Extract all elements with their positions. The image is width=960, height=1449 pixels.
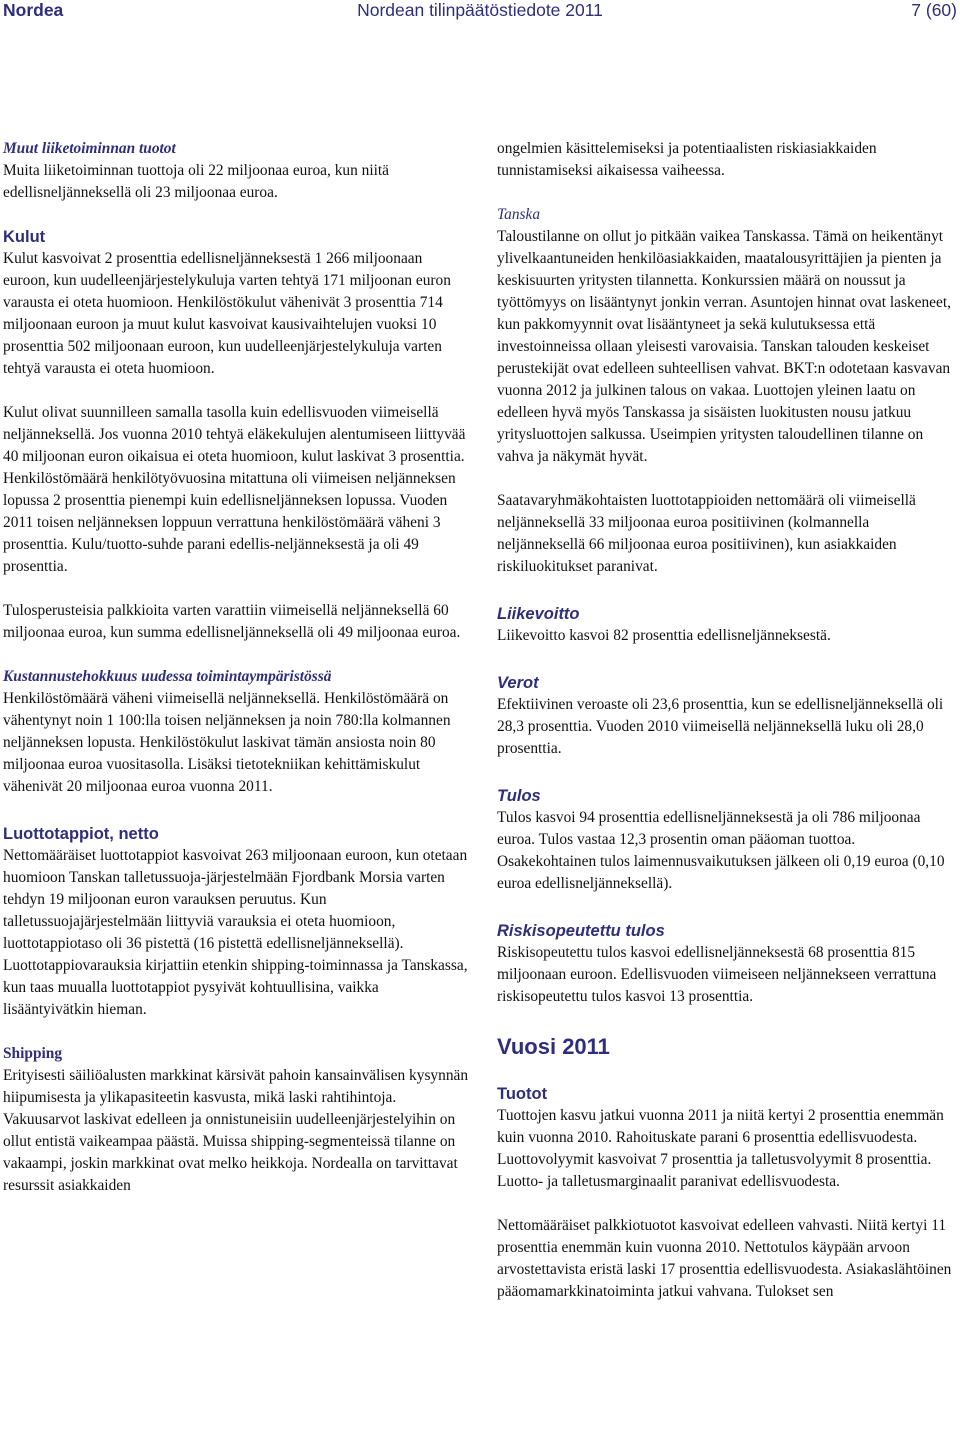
section-heading-kulut: Kulut — [3, 228, 46, 246]
header-document-title: Nordean tilinpäätöstiedote 2011 — [357, 0, 603, 20]
section-heading-tuotot: Tuotot — [497, 1085, 548, 1103]
paragraph-kulut-1: Kulut kasvoivat 2 prosenttia edellisneljänneksestä 1 266 miljoonaan euroon, kun uudelleenjärjestelykuluja varten tehtyä 171 miljoonan euron varausta ei oteta huomioon. Henkilöstökulut vähenivät 3 prosenttia 714 miljoonaan euroon ja muut kulut kasvoivat kausivaihtelujen vuoksi 10 prosenttia 502 miljoonaan euroon, kun uudelleenjärjestelykuluja varten tehtyä varausta ei oteta huomioon. — [3, 250, 451, 377]
right-column — [497, 138, 957, 1303]
section-heading-tanska: Tanska — [497, 206, 541, 223]
header-page-number: 7 (60) — [911, 0, 957, 20]
paragraph-palkkiotuotot: Nettomääräiset palkkiotuotot kasvoivat edelleen vahvasti. Niitä kertyi 11 prosenttia enemmän kuin vuonna 2010. Nettotulos käypään arvoon arvostettavista eristä laski 17 prosenttia edellisvuodesta. Asiakaslähtöinen pääomamarkkinatoiminta jatkui vahvana. Tulokset sen — [497, 1217, 952, 1300]
left-column — [3, 138, 471, 1197]
header-brand: Nordea — [3, 0, 64, 20]
paragraph-verot: Efektiivinen veroaste oli 23,6 prosenttia, kun se edellisneljänneksellä oli 28,3 prosenttia. Vuoden 2010 viimeisellä neljänneksellä luku oli 28,0 prosenttia. — [497, 696, 944, 757]
paragraph-liikevoitto: Liikevoitto kasvoi 82 prosenttia edellisneljänneksestä. — [497, 627, 831, 644]
section-heading-liikevoitto: Liikevoitto — [497, 605, 580, 623]
paragraph-tulos: Tulos kasvoi 94 prosenttia edellisneljänneksestä ja oli 786 miljoonaa euroa. Tulos vastaa 12,3 prosentin oman pääoman tuottoa. Osakekohtainen tulos laimennusvaikutuksen jälkeen oli 0,19 euroa (0,10 euroa edellisneljänneksellä). — [497, 809, 945, 892]
paragraph-tanska: Taloustilanne on ollut jo pitkään vaikea Tanskassa. Tämä on heikentänyt ylivelkaantuneiden henkilöasiakkaiden, maatalousyrittäjien ja pienten ja keskisuurten yritysten tilannetta. Konkurssien määrä on noussut ja työttömyys on lisääntynyt jonkin verran. Asuntojen hinnat ovat laskeneet, kun pakkomyynnit ovat lisääntyneet ja sekä kulutuksessa että investoinneissa ollaan yleisesti varovaisia. Tanskan talouden keskeiset perustekijät ovat edelleen suhteellisen vahvat. BKT:n odotetaan kasvavan vuonna 2012 ja julkinen talous on vakaa. Luottojen yleinen laatu on edelleen hyvä myös Tanskassa ja sisäisten luokitusten nousu jatkuu yritysluottojen salkussa. Useimpien yritysten taloudellinen tilanne on vahva ja näkymät hyvät. — [497, 228, 951, 465]
paragraph-saatavaryhma: Saatavaryhmäkohtaisten luottotappioiden nettomäärä oli viimeisellä neljänneksellä 33 miljoonaa euroa positiivinen (kolmannella neljänneksellä 66 miljoonaa euroa positiivinen), kun asiakkaiden riskiluokitukset paranivat. — [497, 492, 916, 575]
paragraph-kustannustehokkuus: Henkilöstömäärä väheni viimeisellä neljänneksellä. Henkilöstömäärä on vähentynyt noin 1 100:lla toisen neljänneksen ja noin 780:lla kolmannen neljänneksen lopusta. Henkilöstökulut laskivat tämän ansiosta noin 80 miljoonaa euroa vuositasolla. Lisäksi tietotekniikan kehittämiskulut vähenivät 20 miljoonaa euroa vuonna 2011. — [3, 690, 451, 795]
paragraph-tuotot: Tuottojen kasvu jatkui vuonna 2011 ja niitä kertyi 2 prosenttia enemmän kuin vuonna 2010. Rahoituskate parani 6 prosenttia edellisvuodesta. Luottovolyymit kasvoivat 7 prosenttia ja talletusvolyymit 8 prosenttia. Luotto- ja talletusmarginaalit paranivat edellisvuodesta. — [497, 1107, 944, 1190]
page-header — [0, 0, 960, 23]
section-heading-muut-tuotot: Muut liiketoiminnan tuotot — [3, 140, 176, 157]
paragraph-continuation: ongelmien käsittelemiseksi ja potentiaalisten riskiasiakkaiden tunnistamiseksi aikaisessa vaiheessa. — [497, 140, 877, 179]
paragraph-luottotappiot: Nettomääräiset luottotappiot kasvoivat 263 miljoonaan euroon, kun otetaan huomioon Tanskan talletussuoja-järjestelmään Fjordbank Morsia varten tehdyn 19 miljoonan euron varauksen peruutus. Kun talletussuojajärjestelmään liittyviä varauksia ei oteta huomioon, luottotappiotaso oli 36 pistettä (16 pistettä edellisneljänneksellä). Luottotappiovarauksia kirjattiin etenkin shipping-toiminnassa ja Tanskassa, kun taas muualla luottotappiot pysyivät kohtuullisina, vaikka lisääntyivätkin hieman. — [3, 847, 468, 1018]
section-heading-tulos: Tulos — [497, 787, 541, 805]
paragraph-riskisopeutettu-tulos: Riskisopeutettu tulos kasvoi edellisneljänneksestä 68 prosenttia 815 miljoonaan euroon. Edellisvuoden viimeiseen neljännekseen verrattuna riskisopeutettu tulos kasvoi 13 prosenttia. — [497, 944, 937, 1005]
paragraph-shipping: Erityisesti säiliöalusten markkinat kärsivät pahoin kansainvälisen kysynnän hiipumisesta ja ylikapasiteetin kasvusta, mikä laski rahtihintoja. Vakuusarvot laskivat edelleen ja onnistuneisiin uudelleenjärjestelyihin on ollut entistä vaikeampaa päästä. Muissa shipping-segmenteissä tilanne on vakaampi, joskin markkinat ovat melko heikkoja. Nordealla on tarvittavat resurssit asiakkaiden — [3, 1067, 469, 1194]
section-heading-vuosi-2011: Vuosi 2011 — [497, 1034, 610, 1059]
section-heading-luottotappiot: Luottotappiot, netto — [3, 825, 159, 843]
section-heading-verot: Verot — [497, 674, 539, 692]
paragraph-muut-tuotot: Muita liiketoiminnan tuottoja oli 22 miljoonaa euroa, kun niitä edellisneljänneksellä oli 23 miljoonaa euroa. — [3, 162, 389, 201]
paragraph-kulut-2: Kulut olivat suunnilleen samalla tasolla kuin edellisvuoden viimeisellä neljänneksellä. Jos vuonna 2010 tehtyä eläkekulujen alentumiseen liittyvää 40 miljoonan euron oikaisua ei oteta huomioon, kulut laskivat 3 prosenttia. Henkilöstömäärä henkilötyövuosina mitattuna oli viimeisen neljänneksen lopussa 2 prosenttia pienempi kuin edellisneljänneksen lopussa. Vuoden 2011 toisen neljänneksen loppuun verrattuna henkilöstömäärä väheni 3 prosenttia. Kulu/tuotto-suhde parani edellis-neljänneksestä ja oli 49 prosenttia. — [3, 404, 466, 575]
section-heading-kustannustehokkuus: Kustannustehokkuus uudessa toimintaympäristössä — [3, 668, 332, 685]
section-heading-riskisopeutettu-tulos: Riskisopeutettu tulos — [497, 922, 665, 940]
section-heading-shipping: Shipping — [3, 1045, 63, 1062]
paragraph-kulut-3: Tulosperusteisia palkkioita varten varattiin viimeisellä neljänneksellä 60 miljoonaa euroa, kun summa edellisneljänneksellä oli 49 miljoonaa euroa. — [3, 602, 461, 641]
